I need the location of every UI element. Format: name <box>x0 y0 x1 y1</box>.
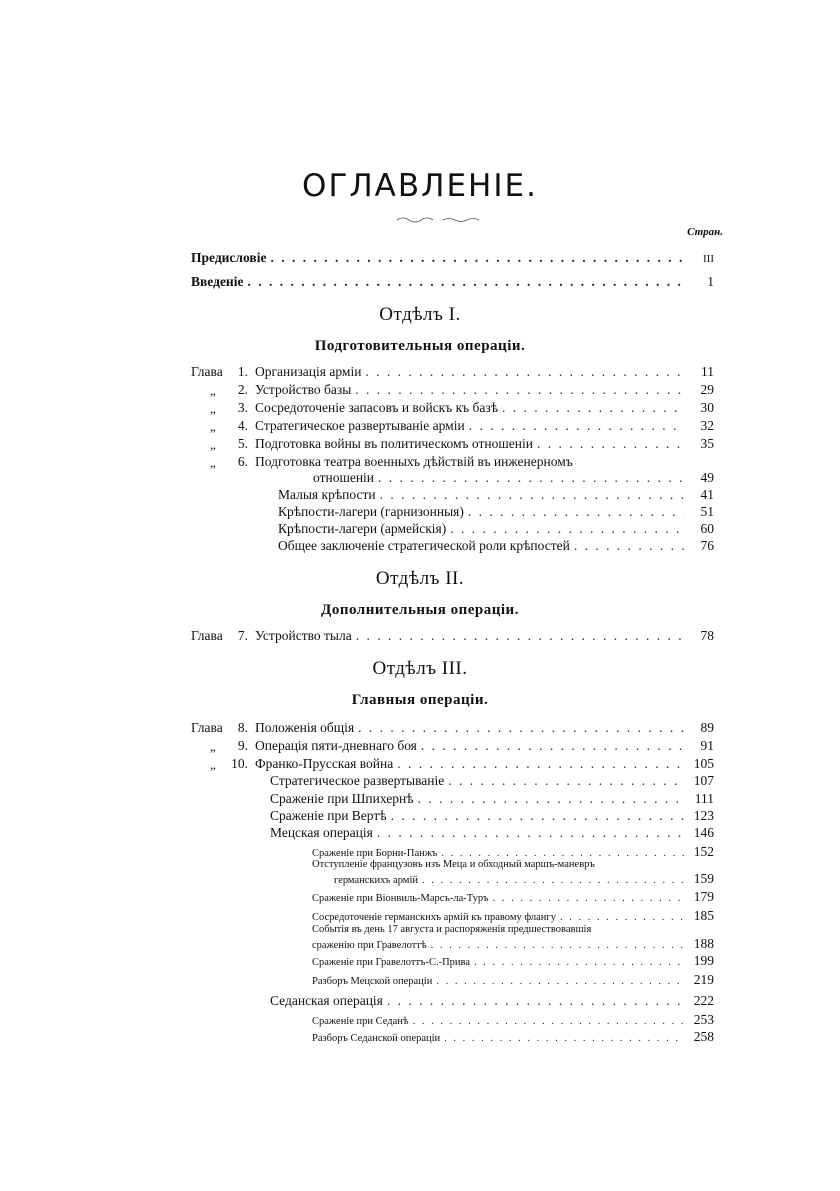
toc-entry-chapter[interactable]: отношеніи . . . 49 <box>313 470 714 486</box>
chapter-number: 7. <box>237 628 248 643</box>
chapter-number: 1. <box>237 364 248 379</box>
chapter-prefix: Глава <box>191 364 223 379</box>
toc-entry-chapter[interactable]: Устройство базы . . . 29 <box>255 382 714 398</box>
toc-minor-entry[interactable]: Разборъ Мецской операціи . . . 219 <box>312 972 714 988</box>
toc-minor-entry[interactable]: Разборъ Седанской операціи . . . 258 <box>312 1029 714 1045</box>
toc-minor-entry[interactable]: Сраженіе при Седанѣ . . . 253 <box>312 1012 714 1028</box>
ditto-mark: „ <box>210 383 216 398</box>
section-subheading: Главныя операціи. <box>351 692 489 708</box>
section-heading: Отдѣлъ II. <box>375 568 465 589</box>
toc-subentry[interactable]: Общее заключеніе стратегической роли крѣпостей . . . 76 <box>278 538 714 554</box>
toc-entry-chapter[interactable]: Стратегическое развертываніе арміи . . . 32 <box>255 418 714 434</box>
page-column-label: Стран. <box>687 226 723 238</box>
ditto-mark: „ <box>210 455 216 470</box>
toc-minor-entry[interactable]: Сраженіе при Гравелоттъ-С.-Прива . . . 199 <box>312 953 714 969</box>
chapter-number: 3. <box>237 400 248 415</box>
chapter-number: 5. <box>237 436 248 451</box>
toc-subentry[interactable]: Седанская операція . . . 222 <box>270 993 714 1009</box>
page-title: ОГЛАВЛЕНІЕ. <box>302 168 538 204</box>
toc-minor-entry-line1[interactable]: Событія въ день 17 августа и распоряженія предшествовавшія <box>312 924 592 935</box>
toc-entry-chapter[interactable]: Организація арміи . . . 11 <box>255 364 714 380</box>
toc-subentry[interactable]: Крѣпости-лагери (гарнизонныя) . . . 51 <box>278 504 714 520</box>
toc-entry-chapter[interactable]: Подготовка войны въ политическомъ отношеніи . . . 35 <box>255 436 714 452</box>
toc-entry-chapter[interactable]: Операція пяти-дневнаго боя . . . 91 <box>255 738 714 754</box>
ditto-mark: „ <box>210 401 216 416</box>
chapter-number: 10. <box>231 756 248 771</box>
chapter-number: 2. <box>237 382 248 397</box>
toc-subentry[interactable]: Стратегическое развертываніе . . . 107 <box>270 773 714 789</box>
ditto-mark: „ <box>210 739 216 754</box>
toc-minor-entry[interactable]: Сраженіе при Віонвиль-Марсъ-ла-Туръ . . . 179 <box>312 889 714 905</box>
toc-entry-preface[interactable]: Предисловіе . . . III <box>191 250 714 266</box>
section-heading: Отдѣлъ III. <box>372 658 468 679</box>
toc-subentry[interactable]: Малыя крѣпости . . . 41 <box>278 487 714 503</box>
toc-subentry[interactable]: Сраженіе при Вертѣ . . . 123 <box>270 808 714 824</box>
toc-entry-introduction[interactable]: Введеніе . . . 1 <box>191 274 714 290</box>
chapter-prefix: Глава <box>191 628 223 643</box>
toc-entry-chapter[interactable]: Франко-Прусская война . . . 105 <box>255 756 714 772</box>
chapter-number: 6. <box>237 454 248 469</box>
toc-entry-chapter-line1[interactable]: Подготовка театра военныхъ дѣйствій въ инженерномъ <box>255 454 573 469</box>
toc-minor-entry[interactable]: Сосредоточеніе германскихъ армій къ правому флангу . . . 185 <box>312 908 714 924</box>
toc-minor-entry[interactable]: Сраженіе при Борни-Панжъ . . . 152 <box>312 844 714 860</box>
toc-minor-entry[interactable]: германскихъ армій . . . 159 <box>334 871 714 887</box>
toc-minor-entry-line1[interactable]: Отступленіе французовъ изъ Меца и обходный маршъ-маневръ <box>312 859 595 870</box>
section-subheading: Дополнительныя операціи. <box>321 602 519 618</box>
toc-entry-chapter[interactable]: Положенія общія . . . 89 <box>255 720 714 736</box>
toc-minor-entry[interactable]: сраженію при Гравелоттѣ . . . 188 <box>312 936 714 952</box>
chapter-prefix: Глава <box>191 720 223 735</box>
chapter-number: 8. <box>237 720 248 735</box>
chapter-number: 9. <box>237 738 248 753</box>
section-subheading: Подготовительныя операціи. <box>314 338 526 354</box>
toc-subentry[interactable]: Сраженіе при Шпихернѣ . . . 111 <box>270 791 714 807</box>
chapter-number: 4. <box>237 418 248 433</box>
ditto-mark: „ <box>210 419 216 434</box>
section-heading: Отдѣлъ I. <box>379 304 461 325</box>
ditto-mark: „ <box>210 437 216 452</box>
ditto-mark: „ <box>210 757 216 772</box>
title-ornament <box>395 214 485 224</box>
toc-subentry[interactable]: Мецская операція . . . 146 <box>270 825 714 841</box>
toc-subentry[interactable]: Крѣпости-лагери (армейскія) . . . 60 <box>278 521 714 537</box>
toc-entry-chapter[interactable]: Устройство тыла . . . 78 <box>255 628 714 644</box>
toc-entry-chapter[interactable]: Сосредоточеніе запасовъ и войскъ къ базѣ . . . 30 <box>255 400 714 416</box>
